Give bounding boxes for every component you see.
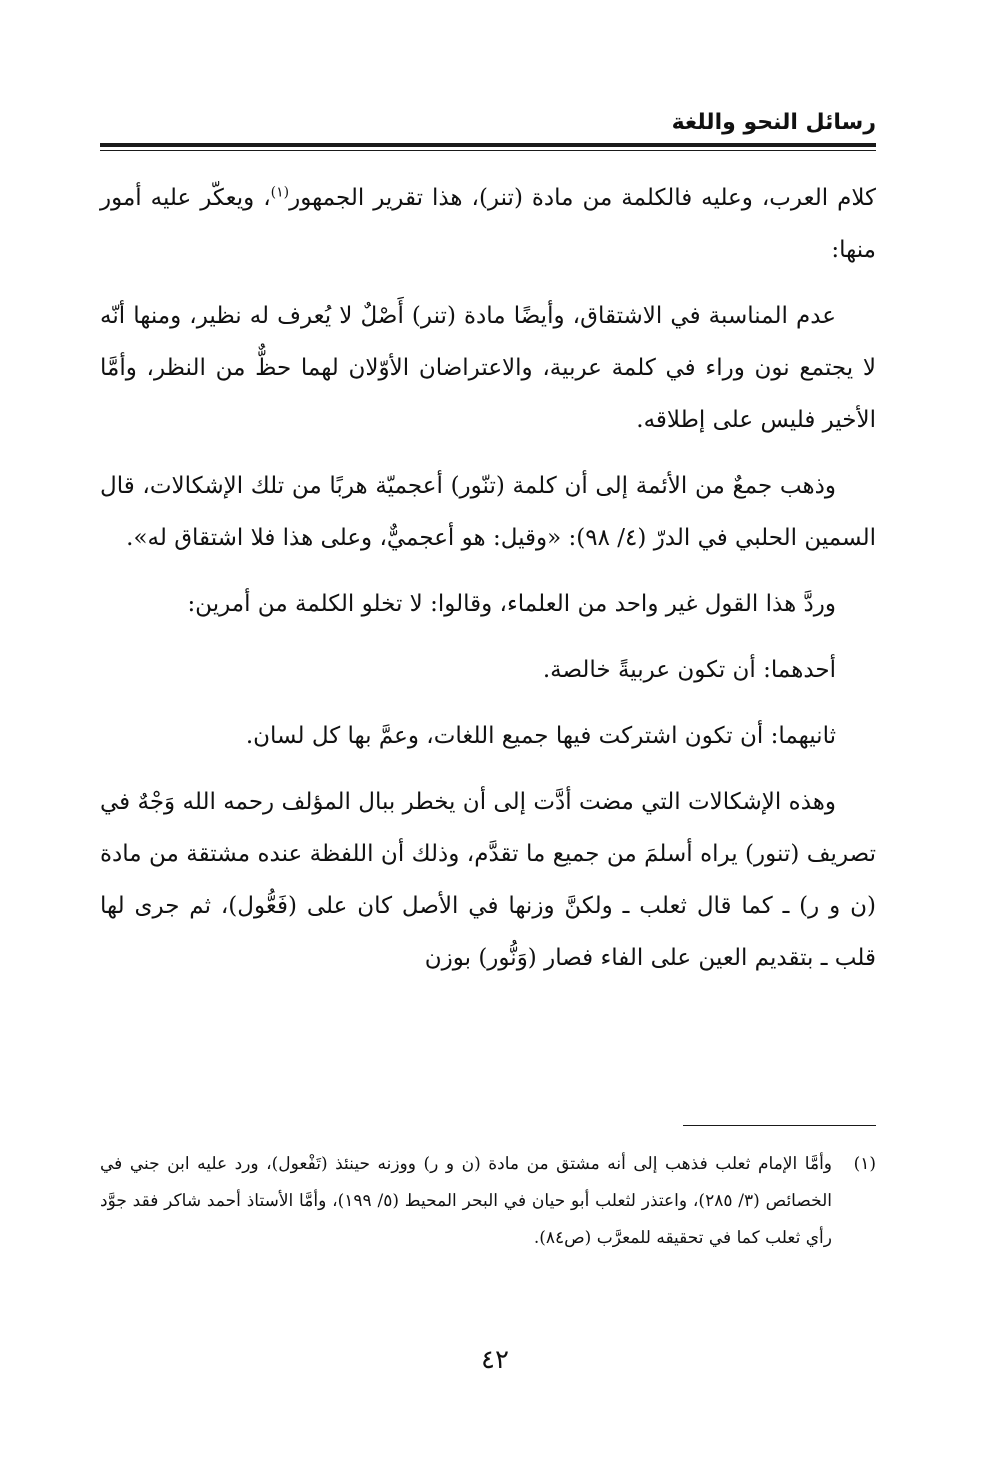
paragraph-2: عدم المناسبة في الاشتقاق، وأيضًا مادة (تنر) أَصْلٌ لا يُعرف له نظير، ومنها أنّه لا يجتمع نون وراء في كلمة عربية، والاعتراضان الأوّلان لهما حظٌّ من النظر، وأمَّا الأخير فليس على إطلاقه.: [100, 303, 876, 433]
footnote-reference: (١): [270, 184, 290, 201]
footnote-marker: (١): [853, 1154, 876, 1174]
paragraph-1-text-a: كلام العرب، وعليه فالكلمة من مادة (تنر)، هذا تقرير الجمهور: [289, 185, 876, 211]
footnote-1: [100, 1146, 876, 1257]
footnote-separator: [683, 1125, 876, 1126]
paragraph-5: أحدهما: أن تكون عربيةً خالصة.: [542, 657, 836, 683]
paragraph-7: وهذه الإشكالات التي مضت أدَّت إلى أن يخطر ببال المؤلف رحمه الله وَجْهٌ في تصريف (تنور) يراه أسلمَ من جميع ما تقدَّم، وذلك أن اللفظة عنده مشتقة من مادة (ن و ر) ـ كما قال ثعلب ـ ولكنَّ وزنها في الأصل كان على (فَعُّول)، ثم جرى لها قلب ـ بتقديم العين على الفاء فصار (وَنُّور) بوزن: [100, 789, 876, 971]
paragraph-1: [100, 172, 876, 276]
footnotes: [100, 1146, 876, 1257]
paragraph-1-text-b: ، ويعكّر عليه أمور منها:: [100, 185, 876, 263]
running-header: رسائل النحو واللغة: [671, 110, 876, 135]
header-rule-thick: [100, 143, 876, 147]
page-number: ٤٢: [481, 1345, 509, 1375]
paragraph-4: وردَّ هذا القول غير واحد من العلماء، وقالوا: لا تخلو الكلمة من أمرين:: [187, 591, 836, 617]
main-text: [100, 172, 876, 998]
header-rule-thin: [100, 150, 876, 151]
paragraph-3: وذهب جمعٌ من الأئمة إلى أن كلمة (تنّور) أعجميّة هربًا من تلك الإشكالات، قال السمين الحلبي في الدرّ (٤/ ٩٨): «وقيل: هو أعجميٌّ، وعلى هذا فلا اشتقاق له».: [100, 473, 876, 551]
paragraph-6: ثانيهما: أن تكون اشتركت فيها جميع اللغات، وعمَّ بها كل لسان.: [245, 723, 836, 749]
footnote-text: وأمَّا الإمام ثعلب فذهب إلى أنه مشتق من مادة (ن و ر) ووزنه حينئذ (تَفْعول)، ورد عليه ابن جني في الخصائص (٣/ ٢٨٥)، واعتذر لثعلب أبو حيان في البحر المحيط (٥/ ١٩٩)، وأمَّا الأستاذ أحمد شاكر فقد جوَّد رأي ثعلب كما في تحقيقه للمعرَّب (ص٨٤).: [100, 1154, 832, 1248]
